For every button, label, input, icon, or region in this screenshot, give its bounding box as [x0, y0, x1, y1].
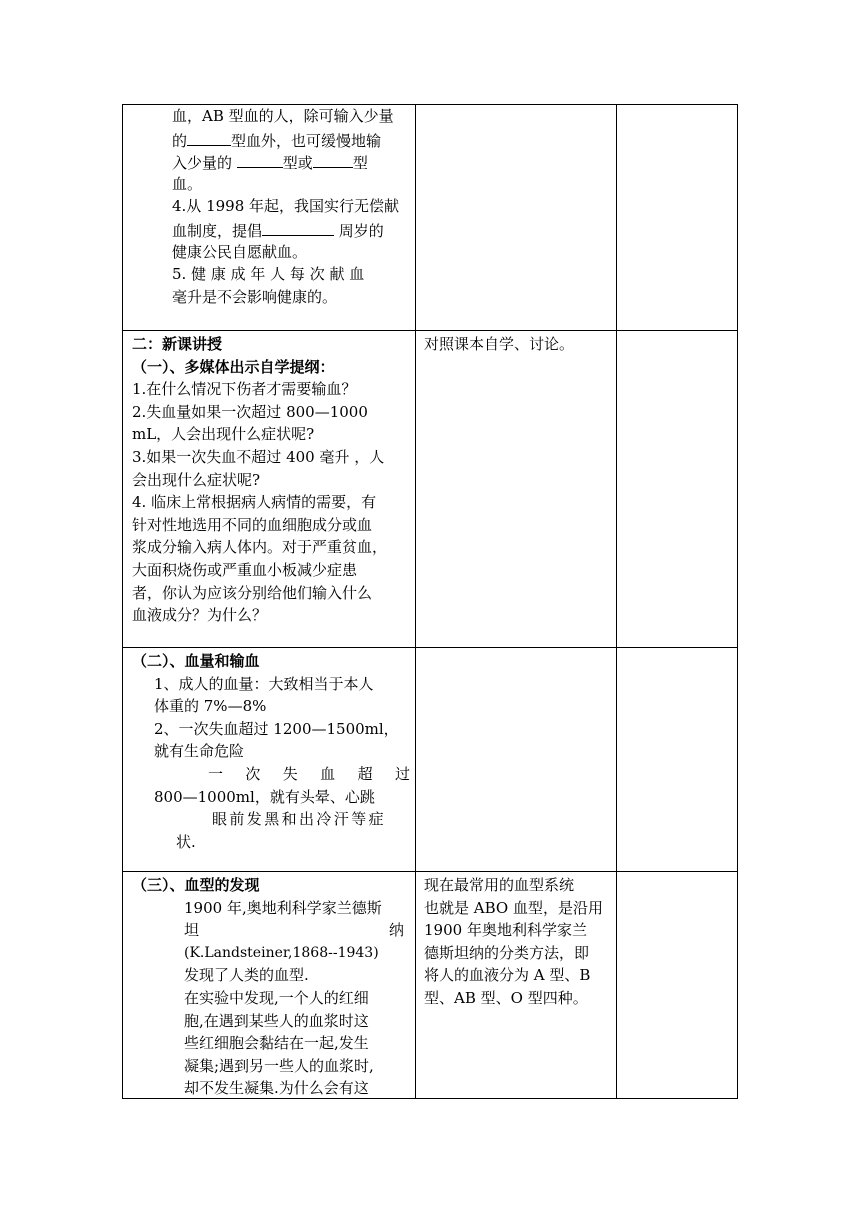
- text-fragment: 周岁的: [338, 221, 384, 240]
- text-line: 现在最常用的血型系统: [424, 876, 575, 894]
- text-line: 1、成人的血量：大致相当于本人: [154, 674, 374, 693]
- text-line: 却不发生凝集.为什么会有这: [184, 1079, 369, 1098]
- row0-content-cell: [132, 105, 410, 308]
- lesson-table: [122, 104, 738, 1099]
- text-char: 超: [357, 764, 373, 783]
- text-line: 1900 年,奥地利科学家兰德斯: [184, 898, 382, 917]
- text-line: 对照课本自学、讨论。: [424, 335, 575, 353]
- column-divider-1: [415, 104, 416, 1099]
- text-line: 大面积烧伤或严重血小板减少症患: [132, 560, 358, 579]
- table-border-right: [737, 104, 738, 1099]
- text-char: 失: [282, 764, 298, 783]
- text-line: 也就是 ABO 血型，是沿用: [424, 898, 603, 917]
- text-char: 血: [320, 764, 336, 783]
- text-line: 者，你认为应该分别给他们输入什么: [132, 583, 373, 602]
- answer-blank: [262, 218, 334, 236]
- text-char: 一: [208, 764, 224, 783]
- row2-content-cell: [132, 650, 410, 853]
- text-line: 1900 年奥地利科学家兰: [424, 921, 587, 940]
- text-line: 状.: [176, 832, 196, 851]
- text-line: 体重的 7%—8%: [154, 697, 267, 716]
- text-line: 型、AB 型、O 型四种。: [424, 988, 588, 1007]
- text-fragment: 型血外，也可缓慢地输: [231, 131, 382, 150]
- text-line: 德斯坦纳的分类方法，即: [424, 943, 590, 962]
- table-border-left: [122, 104, 123, 1099]
- text-line: 2、一次失血超过 1200—1500ml，: [154, 719, 399, 738]
- text-fragment: 坦: [184, 921, 200, 940]
- text-line: 健康公民自愿献血。: [172, 242, 308, 261]
- text-fragment: 纳: [388, 921, 404, 940]
- row1-activity-cell: [424, 333, 612, 356]
- row-divider-1: [122, 330, 738, 331]
- text-fragment: 的: [172, 131, 188, 150]
- text-line: mL，人会出现什么症状呢?: [132, 425, 315, 444]
- row3-activity-cell: [424, 874, 612, 1010]
- text-line: 毫升是不会影响健康的。: [172, 287, 338, 306]
- text-line: [132, 128, 410, 151]
- text-line: [132, 218, 410, 241]
- row-divider-2: [122, 647, 738, 648]
- text-line: 5. 健 康 成 年 人 每 次 献 血: [172, 265, 365, 284]
- text-line: 会出现什么症状呢?: [132, 470, 261, 489]
- text-char: 过: [394, 764, 410, 783]
- text-fragment: 血制度，提倡: [172, 221, 263, 240]
- section-heading: （二）、血量和输血: [132, 652, 260, 670]
- text-line: 眼前发黑和出冷汗等症: [212, 810, 387, 829]
- row-divider-3: [122, 871, 738, 872]
- row3-content-cell: [132, 874, 410, 1100]
- answer-blank: [237, 150, 283, 168]
- column-divider-2: [616, 104, 617, 1099]
- answer-blank: [313, 150, 353, 168]
- text-line-justified: [132, 919, 410, 942]
- section-subheading: （一）、多媒体出示自学提纲：: [132, 357, 335, 376]
- text-line: (K.Landsteiner,1868--1943): [184, 944, 379, 961]
- row1-content-cell: [132, 333, 410, 627]
- text-line: 4. 临床上常根据病人病情的需要，有: [132, 493, 377, 512]
- text-line: 800—1000ml，就有头晕、心跳: [154, 787, 375, 806]
- text-fragment: 型: [352, 154, 368, 173]
- text-line: 浆成分输入病人体内。对于严重贫血，: [132, 538, 388, 557]
- text-line: [132, 150, 410, 173]
- text-line: 将人的血液分为 A 型、B: [424, 966, 591, 985]
- text-line: 4.从 1998 年起，我国实行无偿献: [172, 197, 400, 216]
- text-line: 血液成分？为什么？: [132, 606, 268, 625]
- section-heading: （三）、血型的发现: [132, 876, 260, 894]
- text-line: 些红细胞会黏结在一起,发生: [184, 1034, 369, 1053]
- text-line: 3.如果一次失血不超过 400 毫升 ，人: [132, 447, 385, 466]
- text-line-justified: [132, 763, 410, 786]
- text-line: 针对性地选用不同的血细胞成分或血: [132, 515, 373, 534]
- text-line: 血。: [172, 174, 203, 193]
- text-line: 发现了人类的血型.: [184, 966, 309, 985]
- text-line: 凝集;遇到另一些人的血浆时,: [184, 1056, 374, 1075]
- text-fragment: 型或: [282, 154, 313, 173]
- text-line: 在实验中发现,一个人的红细: [184, 988, 369, 1007]
- text-fragment: 入少量的: [172, 154, 233, 173]
- text-line: 1.在什么情况下伤者才需要输血？: [132, 380, 357, 399]
- text-line: 2.失血量如果一次超过 800—1000: [132, 402, 368, 421]
- section-heading: 二：新课讲授: [132, 335, 223, 353]
- text-line: 胞,在遇到某些人的血浆时这: [184, 1011, 369, 1030]
- text-line: 血，AB 型血的人，除可输入少量: [172, 107, 394, 125]
- text-line: 就有生命危险: [154, 742, 245, 761]
- text-char: 次: [245, 764, 261, 783]
- answer-blank: [187, 128, 231, 146]
